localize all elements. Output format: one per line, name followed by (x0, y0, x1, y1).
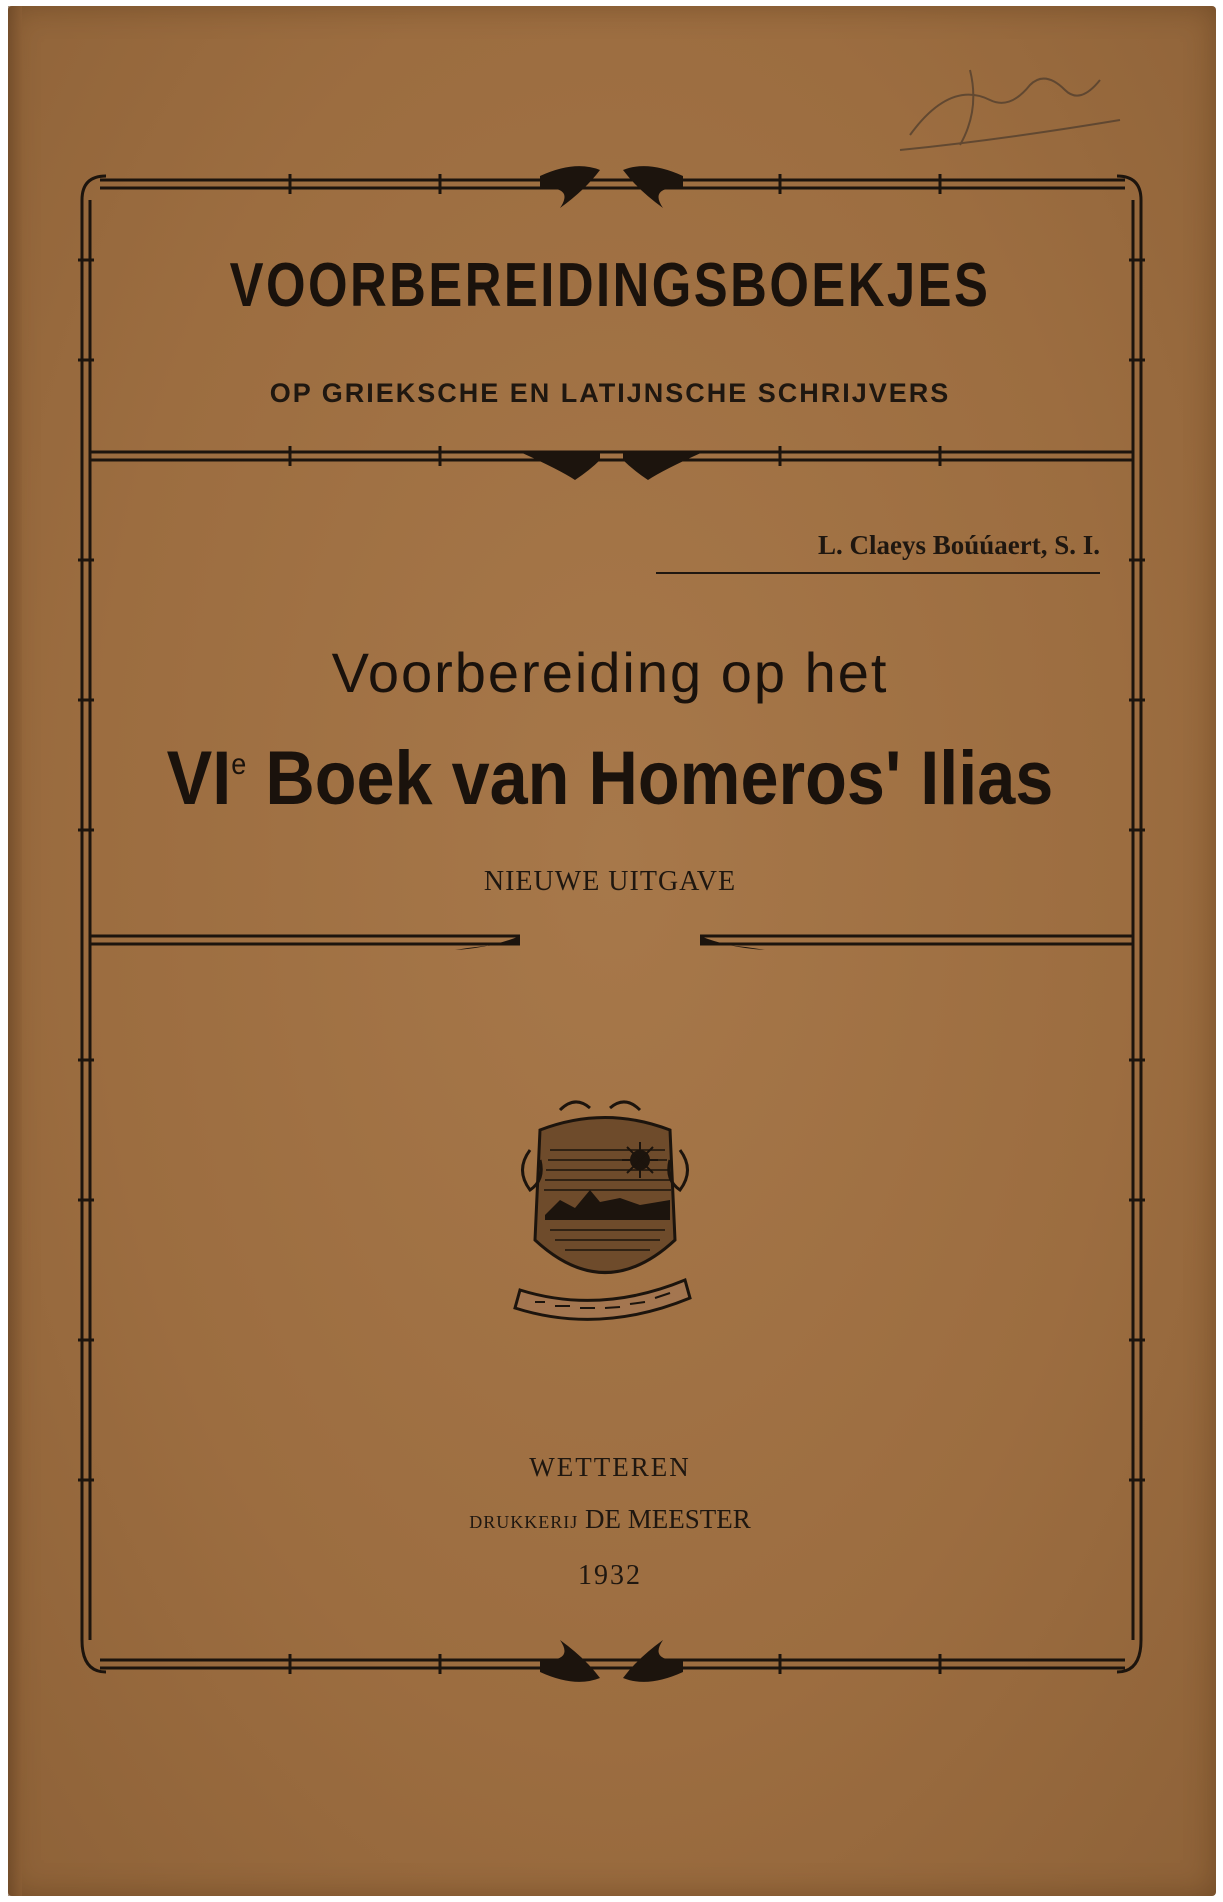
title-superscript: e (231, 748, 247, 781)
handwritten-signature (880, 40, 1140, 160)
series-subtitle: OP GRIEKSCHE EN LATIJNSCHE SCHRIJVERS (269, 378, 951, 408)
publisher-emblem (500, 1090, 710, 1340)
printer-name: DE MEESTER (578, 1504, 751, 1534)
edition-label: NIEUWE UITGAVE (483, 866, 737, 897)
publication-year: 1932 (578, 1560, 642, 1591)
title-main-text: Boek van Homeros' Ilias (246, 736, 1054, 821)
printer-prefix: DRUKKERIJ (469, 1512, 579, 1532)
author-underline (656, 572, 1100, 574)
book-title-line2 (133, 735, 1087, 822)
title-roman-numeral: VI (166, 736, 232, 821)
printer-line (80, 1504, 1140, 1535)
author-name: L. Claeys Boúúaert, S. I. (817, 530, 1100, 560)
publication-place: WETTEREN (529, 1452, 691, 1482)
book-title-line1: Voorbereiding op het (331, 641, 889, 704)
series-title: VOORBEREIDINGSBOEKJES (229, 251, 991, 320)
